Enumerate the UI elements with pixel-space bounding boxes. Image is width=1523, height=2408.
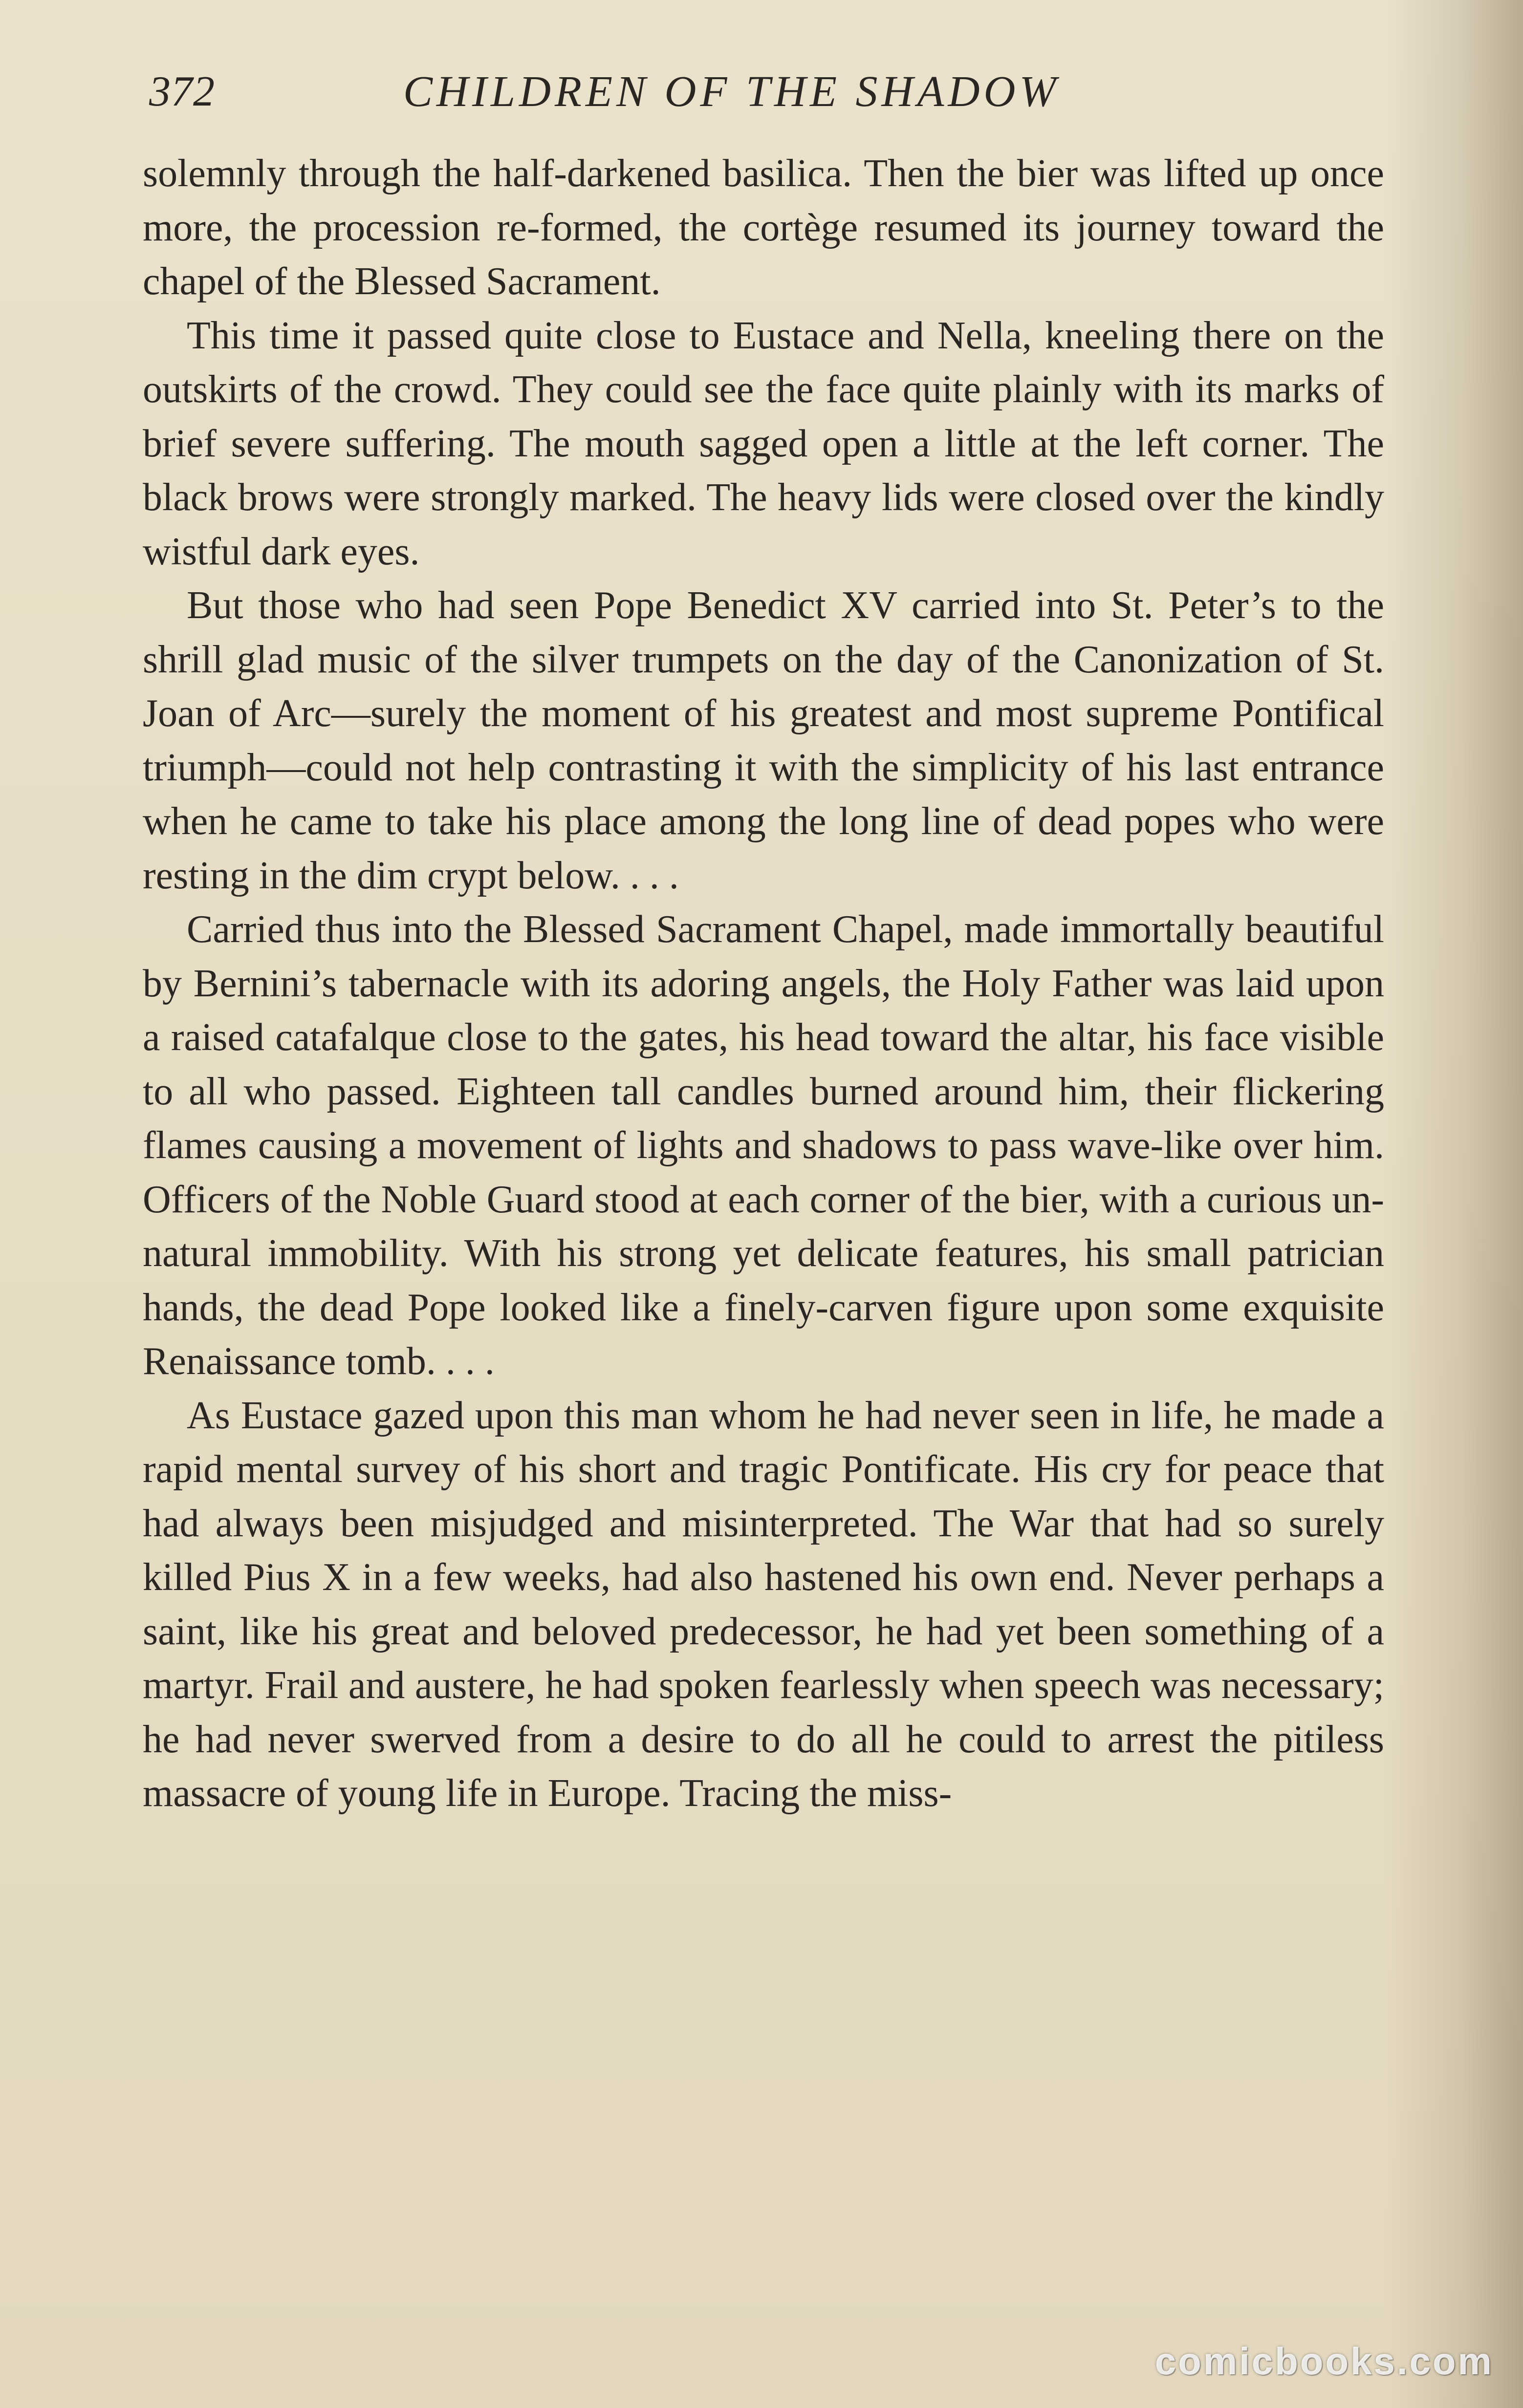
paragraph-1: solemnly through the half-darkened basilica. Then the bier was lifted up once more, the procession re-formed, the cortège resumed its journey toward the chapel of the Blessed Sacrament. [143,152,1384,303]
watermark: comicbooks.com [1154,2340,1494,2383]
paragraph-2: This time it passed quite close to Eustace and Nella, kneeling there on the outskirts of the crowd. They could see the face quite plainly with its marks of brief severe suffering. The mouth sagged open a little at the left corner. The black brows were strongly marked. The heavy lids were closed over the kindly wistful dark eyes. [143,314,1384,573]
paragraph-3: But those who had seen Pope Benedict XV carried into St. Peter’s to the shrill glad music of the silver trumpets on the day of the Canonization of St. Joan of Arc—surely the moment of his greatest and most supreme Pontifical triumph—could not help contrasting it with the simplicity of his last entrance when he came to take his place among the long line of dead popes who were resting in the dim crypt below. . . . [143,584,1384,897]
page-header [149,63,1391,121]
page-number: 372 [149,68,215,115]
body-text [143,147,1384,1821]
running-head: CHILDREN OF THE SHADOW [403,67,1060,116]
paragraph-5: As Eustace gazed upon this man whom he had never seen in life, he made a rapid mental survey of his short and tragic Pontificate. His cry for peace that had always been misjudged and misinterpreted. The War that had so surely killed Pius X in a few weeks, had also hastened his own end. Never perhaps a saint, like his great and beloved predecessor, he had yet been something of a martyr. Frail and austere, he had spoken fearlessly when speech was necessary; he had never swerved from a desire to do all he could to arrest the pitiless massacre of young life in Europe. Tracing the miss- [143,1394,1384,1815]
paragraph-4: Carried thus into the Blessed Sacrament Chapel, made immortally beautiful by Bernini’s tabernacle with its adoring angels, the Holy Father was laid upon a raised catafalque close to the gates, his head toward the altar, his face visible to all who passed. Eighteen tall candles burned around him, their flickering flames causing a movement of lights and shadows to pass wave-like over him. Officers of the Noble Guard stood at each corner of the bier, with a curious unnatural immobility. With his strong yet delicate features, his small patrician hands, the dead Pope looked like a finely-carven figure upon some exquisite Renaissance tomb. . . . [143,908,1384,1383]
